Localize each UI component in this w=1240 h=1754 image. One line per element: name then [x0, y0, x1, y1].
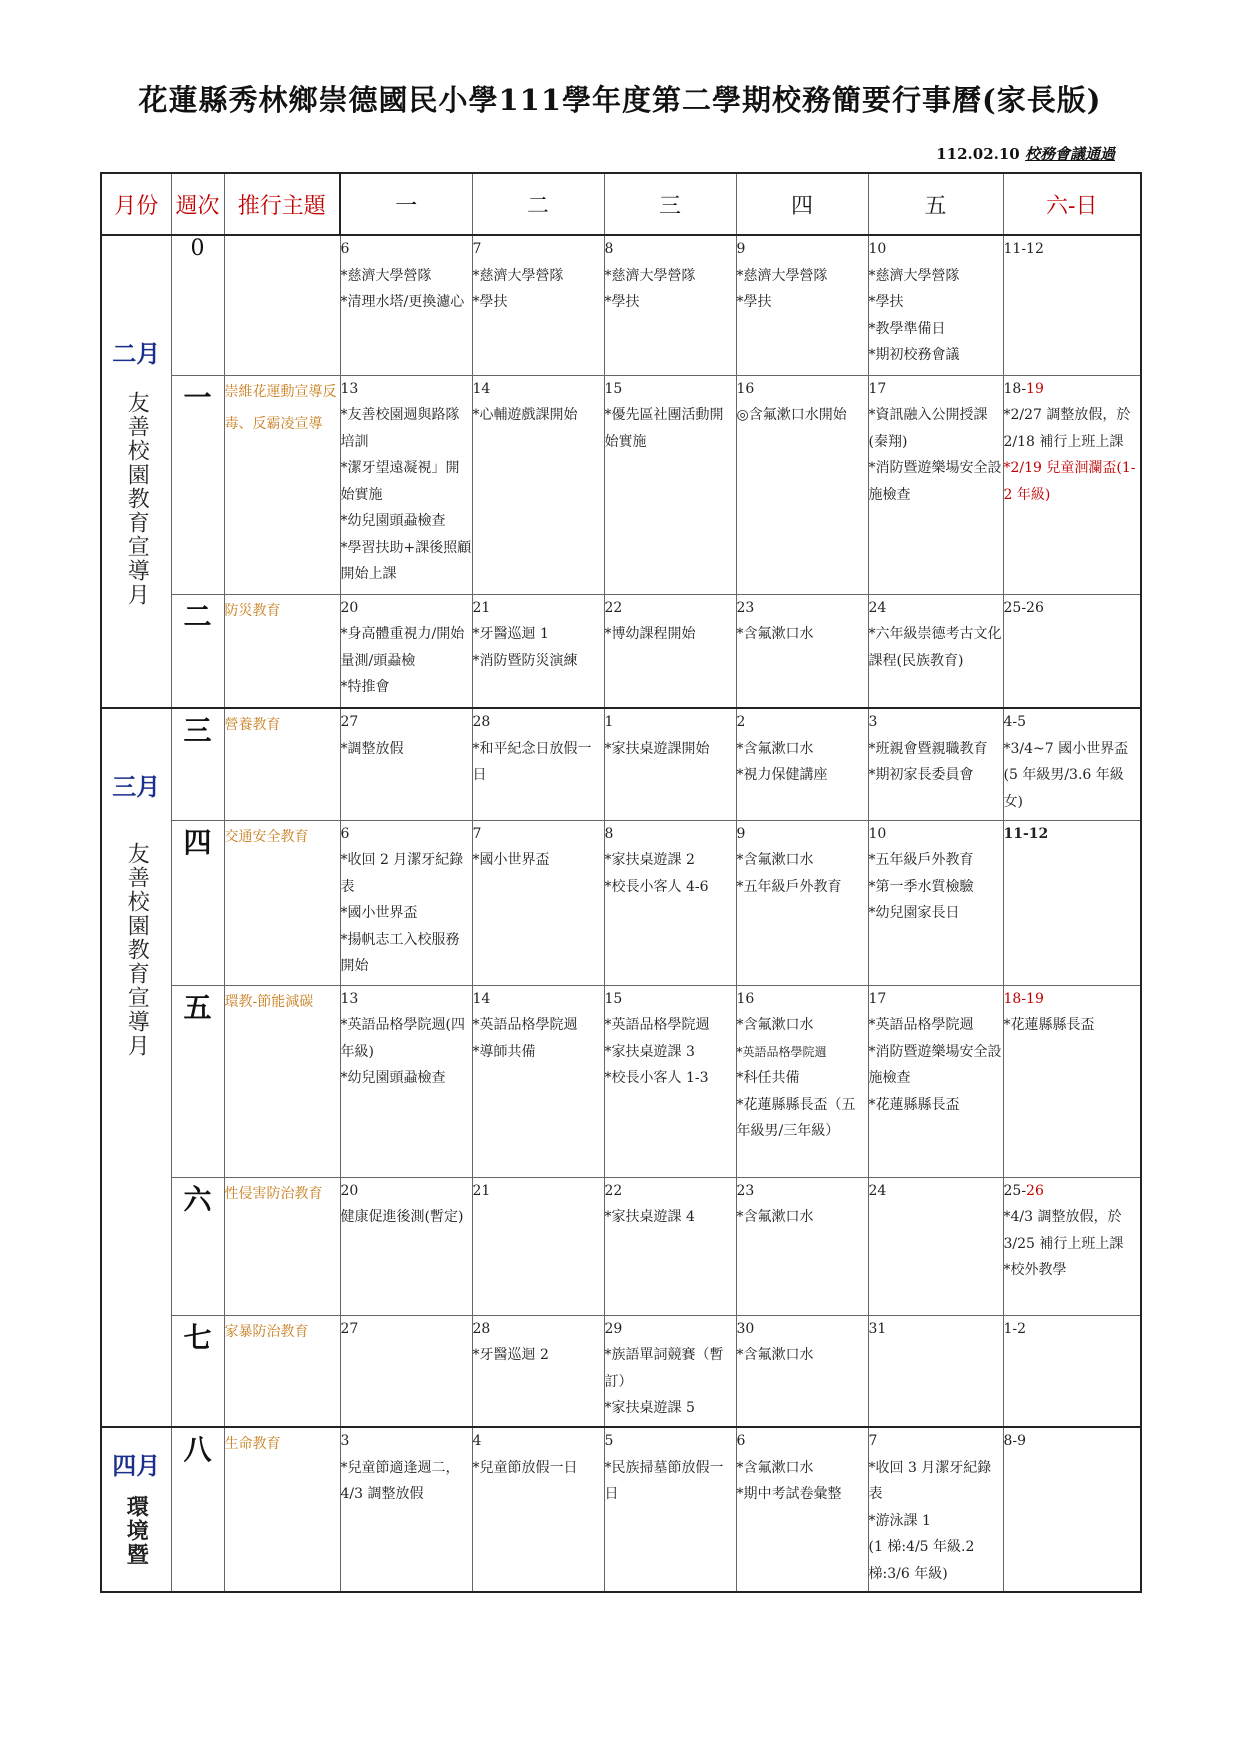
- day-date: 20: [340, 1182, 359, 1199]
- day-cell: [736, 1427, 868, 1592]
- day-date: 3: [868, 714, 878, 730]
- day-cell: [340, 235, 472, 375]
- day-cell: [472, 985, 604, 1177]
- event-line: *友善校園週與路隊培訓: [340, 407, 460, 450]
- week-theme: 交通安全教育: [224, 820, 340, 985]
- day-date: 21: [472, 599, 491, 616]
- day-cell: [868, 375, 1003, 594]
- day-date: 11-12: [1003, 825, 1049, 842]
- date-start: 18-: [1003, 990, 1027, 1007]
- day-date: 27: [340, 1320, 359, 1337]
- event-line: *資訊融入公開授課(秦翔): [868, 407, 988, 450]
- week-number: 七: [171, 1315, 224, 1427]
- day-date: [1004, 986, 1141, 1013]
- event-line: *家扶桌遊課開始: [604, 740, 710, 757]
- day-cell: [340, 708, 472, 820]
- event-line: *五年級戶外教育: [868, 852, 974, 868]
- day-cell: [868, 708, 1003, 820]
- day-cell: [472, 235, 604, 375]
- day-date: 8: [604, 825, 614, 842]
- event-line: *英語品格學院週(四年級): [340, 1017, 465, 1060]
- day-date: 15: [604, 990, 623, 1007]
- col-header-month: 月份: [101, 173, 171, 235]
- week-theme: 崇維花運動宣導反毒、反霸凌宣導: [224, 375, 340, 594]
- col-header-thu: 四: [736, 173, 868, 235]
- week-number: 二: [171, 594, 224, 708]
- month-cell-feb: [101, 235, 171, 708]
- day-cell: [604, 708, 736, 820]
- day-cell: [604, 375, 736, 594]
- week-number: 五: [171, 985, 224, 1177]
- day-cell: [340, 1177, 472, 1315]
- day-cell: [736, 985, 868, 1177]
- day-cell: [604, 1427, 736, 1592]
- event-line: *期初校務會議: [868, 347, 960, 363]
- day-cell: [736, 1177, 868, 1315]
- event-line: *五年級戶外教育: [736, 878, 842, 895]
- event-line: *期初家長委員會: [868, 767, 974, 783]
- event-line: *含氟漱口水: [736, 1347, 814, 1363]
- approval-stamp: [936, 143, 1115, 164]
- event-line: *英語品格學院週: [868, 1017, 974, 1033]
- day-cell: [1003, 820, 1141, 985]
- day-cell: [604, 1177, 736, 1315]
- day-date: 16: [736, 990, 755, 1007]
- event-line: *家扶桌遊課 3: [604, 1043, 695, 1060]
- event-line: *校長小客人 1-3: [604, 1070, 709, 1086]
- week-theme: [224, 235, 340, 375]
- week-theme: 環教-節能減碳: [224, 985, 340, 1177]
- event-line: *慈濟大學營隊: [736, 267, 828, 284]
- week-row-0: [101, 235, 1141, 375]
- day-date: 1: [604, 714, 614, 730]
- day-date: 11-12: [1003, 241, 1044, 257]
- event-line: *科任共備: [736, 1070, 800, 1086]
- event-line: *學扶: [736, 294, 772, 310]
- event-line: *優先區社團活動開始實施: [604, 407, 724, 450]
- event-line: *慈濟大學營隊: [604, 267, 696, 284]
- week-row-1: [101, 375, 1141, 594]
- date-end: 19: [1026, 380, 1044, 397]
- day-cell: [1003, 594, 1141, 708]
- day-date: 28: [472, 714, 491, 730]
- event-line: *游泳課 1: [868, 1512, 931, 1529]
- day-date: 13: [340, 380, 359, 397]
- day-date: 28: [472, 1320, 491, 1337]
- week-theme: 防災教育: [224, 594, 340, 708]
- event-line: *含氟漱口水: [736, 626, 814, 642]
- day-date: 8-9: [1003, 1433, 1027, 1449]
- day-date: 17: [868, 990, 887, 1007]
- day-cell: [472, 1177, 604, 1315]
- event-line: *消防暨防災演練: [472, 652, 578, 669]
- event-line: *特推會: [340, 679, 390, 695]
- month-name: 三月: [112, 772, 161, 801]
- day-cell: [868, 235, 1003, 375]
- day-date: 29: [604, 1320, 623, 1337]
- event-line: *揚帆志工入校服務開始: [340, 931, 460, 974]
- day-date: 7: [472, 241, 482, 257]
- day-cell: [340, 1427, 472, 1592]
- day-date: 24: [868, 1182, 887, 1199]
- day-cell: [340, 375, 472, 594]
- event-line: *慈濟大學營隊: [340, 267, 432, 284]
- col-header-wed: 三: [604, 173, 736, 235]
- day-date: 31: [868, 1320, 887, 1337]
- day-date: 8: [604, 241, 614, 257]
- day-date: 9: [736, 825, 746, 842]
- col-header-week: 週次: [171, 173, 224, 235]
- day-date: 10: [868, 241, 887, 257]
- week-row-2: [101, 594, 1141, 708]
- day-date: 3: [340, 1433, 350, 1449]
- day-cell: [604, 1315, 736, 1427]
- event-line: *期中考試卷彙整: [736, 1486, 842, 1502]
- event-line: *清理水塔/更換濾心: [340, 294, 465, 310]
- day-cell: [1003, 1427, 1141, 1592]
- day-cell: [340, 985, 472, 1177]
- month-description: 友善校園教育宣導月: [124, 842, 150, 1058]
- day-date: 1-2: [1003, 1320, 1027, 1337]
- week-number: 一: [171, 375, 224, 594]
- day-date: 14: [472, 380, 491, 397]
- day-date: 30: [736, 1320, 755, 1337]
- week-row-8: [101, 1427, 1141, 1592]
- event-line: *家扶桌遊課 4: [604, 1209, 695, 1225]
- day-cell: [472, 1315, 604, 1427]
- day-cell: [1003, 985, 1141, 1177]
- event-line: *英語品格學院週: [472, 1017, 578, 1033]
- day-cell: [472, 820, 604, 985]
- day-date: 6: [340, 241, 350, 257]
- school-calendar-table: [100, 172, 1142, 1593]
- day-cell: [868, 594, 1003, 708]
- day-date: 15: [604, 380, 623, 397]
- day-date: 27: [340, 714, 359, 730]
- day-cell: [736, 708, 868, 820]
- day-date: 21: [472, 1182, 491, 1199]
- day-date: 23: [736, 1182, 755, 1199]
- col-header-tue: 二: [472, 173, 604, 235]
- day-date: 17: [868, 380, 887, 397]
- week-row-4: [101, 820, 1141, 985]
- event-line: *花蓮縣縣長盃: [868, 1096, 960, 1113]
- day-date: 22: [604, 1182, 623, 1199]
- month-name: 二月: [112, 339, 161, 368]
- event-line: *牙醫巡迴 1: [472, 626, 549, 642]
- event-line: (1 梯:4/5 年級.2 梯:3/6 年級): [868, 1539, 975, 1582]
- event-line: *花蓮縣縣長盃（五年級男/三年級）: [736, 1096, 856, 1139]
- day-date: 23: [736, 599, 755, 616]
- event-line-holiday: *3/4~7 國小世界盃(5 年級男/3.6 年級女): [1003, 740, 1129, 810]
- day-date: 5: [604, 1433, 614, 1449]
- week-theme: 生命教育: [224, 1427, 340, 1592]
- day-cell: [868, 820, 1003, 985]
- event-line: *視力保健講座: [736, 767, 828, 783]
- month-description: 友善校園教育宣導月: [124, 391, 150, 607]
- event-line: *家扶桌遊課 2: [604, 852, 695, 868]
- event-line: *含氟漱口水: [736, 1017, 814, 1033]
- month-name: 四月: [112, 1451, 161, 1480]
- event-line: *教學準備日: [868, 320, 946, 337]
- day-cell: [340, 1315, 472, 1427]
- date-start: 25-: [1003, 1182, 1027, 1199]
- event-line: *幼兒園頭蝨檢查: [340, 513, 446, 529]
- event-line: *2/27 調整放假，於 2/18 補行上班上課: [1003, 407, 1131, 450]
- day-date: 22: [604, 599, 623, 616]
- event-line: *4/3 調整放假，於 3/25 補行上班上課: [1003, 1209, 1124, 1252]
- col-header-weekend: 六-日: [1003, 173, 1141, 235]
- week-theme: 營養教育: [224, 708, 340, 820]
- week-row-6: [101, 1177, 1141, 1315]
- day-date: 25-26: [1003, 599, 1044, 616]
- event-line: *幼兒園頭蝨檢查: [340, 1070, 446, 1086]
- day-date: 16: [736, 380, 755, 397]
- week-theme: 家暴防治教育: [224, 1315, 340, 1427]
- event-line: *慈濟大學營隊: [868, 267, 960, 284]
- day-cell: [1003, 375, 1141, 594]
- day-cell: [736, 375, 868, 594]
- day-cell: [340, 820, 472, 985]
- month-cell-apr: [101, 1427, 171, 1592]
- event-line: *英語品格學院週: [736, 1044, 827, 1059]
- event-line: *潔牙望遠凝視」開始實施: [340, 460, 460, 503]
- event-line: *六年級崇德考古文化課程(民族教育): [868, 626, 1002, 669]
- event-line: *學扶: [868, 294, 904, 310]
- day-cell: [472, 594, 604, 708]
- event-line: *導師共備: [472, 1043, 536, 1060]
- day-cell: [868, 985, 1003, 1177]
- event-line: *學扶: [472, 294, 508, 310]
- week-row-7: [101, 1315, 1141, 1427]
- day-cell: [472, 708, 604, 820]
- date-end: 19: [1026, 990, 1044, 1007]
- day-date: 9: [736, 241, 746, 257]
- day-date: 6: [340, 825, 350, 842]
- event-line: *含氟漱口水: [736, 852, 814, 868]
- event-line-holiday: *調整放假: [340, 740, 404, 757]
- day-date: 4-5: [1003, 714, 1027, 730]
- page-title: 花蓮縣秀林鄉崇德國民小學111學年度第二學期校務簡要行事曆(家長版): [138, 83, 1102, 117]
- event-line: *族語單詞競賽（暫訂）: [604, 1347, 724, 1390]
- col-header-mon: 一: [340, 173, 472, 235]
- event-line: ◎含氟漱口水開始: [736, 407, 847, 423]
- event-line-holiday: *兒童節放假一日: [472, 1459, 578, 1476]
- day-cell: [472, 1427, 604, 1592]
- week-number: 六: [171, 1177, 224, 1315]
- event-line: *含氟漱口水: [736, 740, 814, 757]
- event-line: *學扶: [604, 294, 640, 310]
- event-line: *博幼課程開始: [604, 626, 696, 642]
- week-number: 四: [171, 820, 224, 985]
- event-line: *收回 3 月潔牙紀錄表: [868, 1459, 992, 1502]
- event-line: 健康促進後測(暫定): [340, 1209, 464, 1225]
- day-date: 2: [736, 714, 746, 730]
- day-cell: [604, 985, 736, 1177]
- event-line-holiday: *兒童節適逢週二，4/3 調整放假: [340, 1459, 460, 1502]
- event-line: *牙醫巡迴 2: [472, 1347, 549, 1363]
- day-cell: [472, 375, 604, 594]
- event-line: *花蓮縣縣長盃: [1003, 1017, 1095, 1033]
- event-line: *英語品格學院週: [604, 1017, 710, 1033]
- event-line: *家扶桌遊課 5: [604, 1400, 695, 1416]
- event-line: *身高體重視力/開始量測/頭蝨檢: [340, 626, 465, 669]
- day-date: 24: [868, 599, 887, 616]
- day-cell: [736, 1315, 868, 1427]
- day-cell: [736, 235, 868, 375]
- week-theme: 性侵害防治教育: [224, 1177, 340, 1315]
- event-line: *幼兒園家長日: [868, 905, 960, 921]
- event-line: *校長小客人 4-6: [604, 878, 709, 895]
- event-line: *消防暨遊樂場安全設施檢查: [868, 1043, 1002, 1086]
- month-description: 環境暨: [123, 1495, 150, 1567]
- event-line-holiday: *2/19 兒童洄瀾盃(1-2 年級): [1003, 460, 1136, 503]
- day-date: [1004, 1178, 1141, 1205]
- date-end: 26: [1026, 1182, 1044, 1199]
- event-line: *心輔遊戲課開始: [472, 407, 578, 423]
- day-date: 4: [472, 1433, 482, 1449]
- date-start: 18-: [1003, 380, 1027, 397]
- event-line: *國小世界盃: [472, 852, 550, 868]
- day-date: 10: [868, 825, 887, 842]
- event-line: *消防暨遊樂場安全設施檢查: [868, 460, 1002, 503]
- event-line: *含氟漱口水: [736, 1209, 814, 1225]
- day-cell: [736, 820, 868, 985]
- event-line: *國小世界盃: [340, 905, 418, 921]
- day-date: 20: [340, 599, 359, 616]
- week-number: 0: [171, 235, 224, 375]
- event-line-holiday: *和平紀念日放假一日: [472, 740, 592, 783]
- day-cell: [868, 1315, 1003, 1427]
- day-cell: [340, 594, 472, 708]
- event-line: *收回 2 月潔牙紀錄表: [340, 852, 464, 895]
- day-cell: [868, 1177, 1003, 1315]
- week-row-3: [101, 708, 1141, 820]
- event-line: *含氟漱口水: [736, 1459, 814, 1476]
- event-line: *慈濟大學營隊: [472, 267, 564, 284]
- day-cell: [604, 594, 736, 708]
- day-cell: [1003, 1315, 1141, 1427]
- day-cell: [1003, 235, 1141, 375]
- day-date: 6: [736, 1433, 746, 1449]
- day-date: [1004, 376, 1141, 403]
- day-date: 13: [340, 990, 359, 1007]
- month-cell-mar: [101, 708, 171, 1427]
- approval-date: 112.02.10: [936, 145, 1020, 163]
- week-row-5: [101, 985, 1141, 1177]
- col-header-fri: 五: [868, 173, 1003, 235]
- approval-note: 校務會議通過: [1024, 145, 1115, 163]
- day-cell: [604, 235, 736, 375]
- event-line: *學習扶助+課後照顧開始上課: [340, 539, 472, 582]
- event-line: *班親會暨親職教育: [868, 740, 988, 757]
- day-cell: [1003, 708, 1141, 820]
- week-number: 三: [171, 708, 224, 820]
- day-date: 7: [868, 1433, 878, 1449]
- day-cell: [868, 1427, 1003, 1592]
- event-line-holiday: *民族掃墓節放假一日: [604, 1459, 724, 1502]
- day-date: 7: [472, 825, 482, 842]
- day-cell: [604, 820, 736, 985]
- day-date: 14: [472, 990, 491, 1007]
- header-row: [101, 173, 1141, 235]
- day-cell: [1003, 1177, 1141, 1315]
- day-cell: [736, 594, 868, 708]
- event-line: *第一季水質檢驗: [868, 878, 974, 895]
- event-line: *校外教學: [1003, 1262, 1067, 1278]
- col-header-theme: 推行主題: [224, 173, 340, 235]
- week-number: 八: [171, 1427, 224, 1592]
